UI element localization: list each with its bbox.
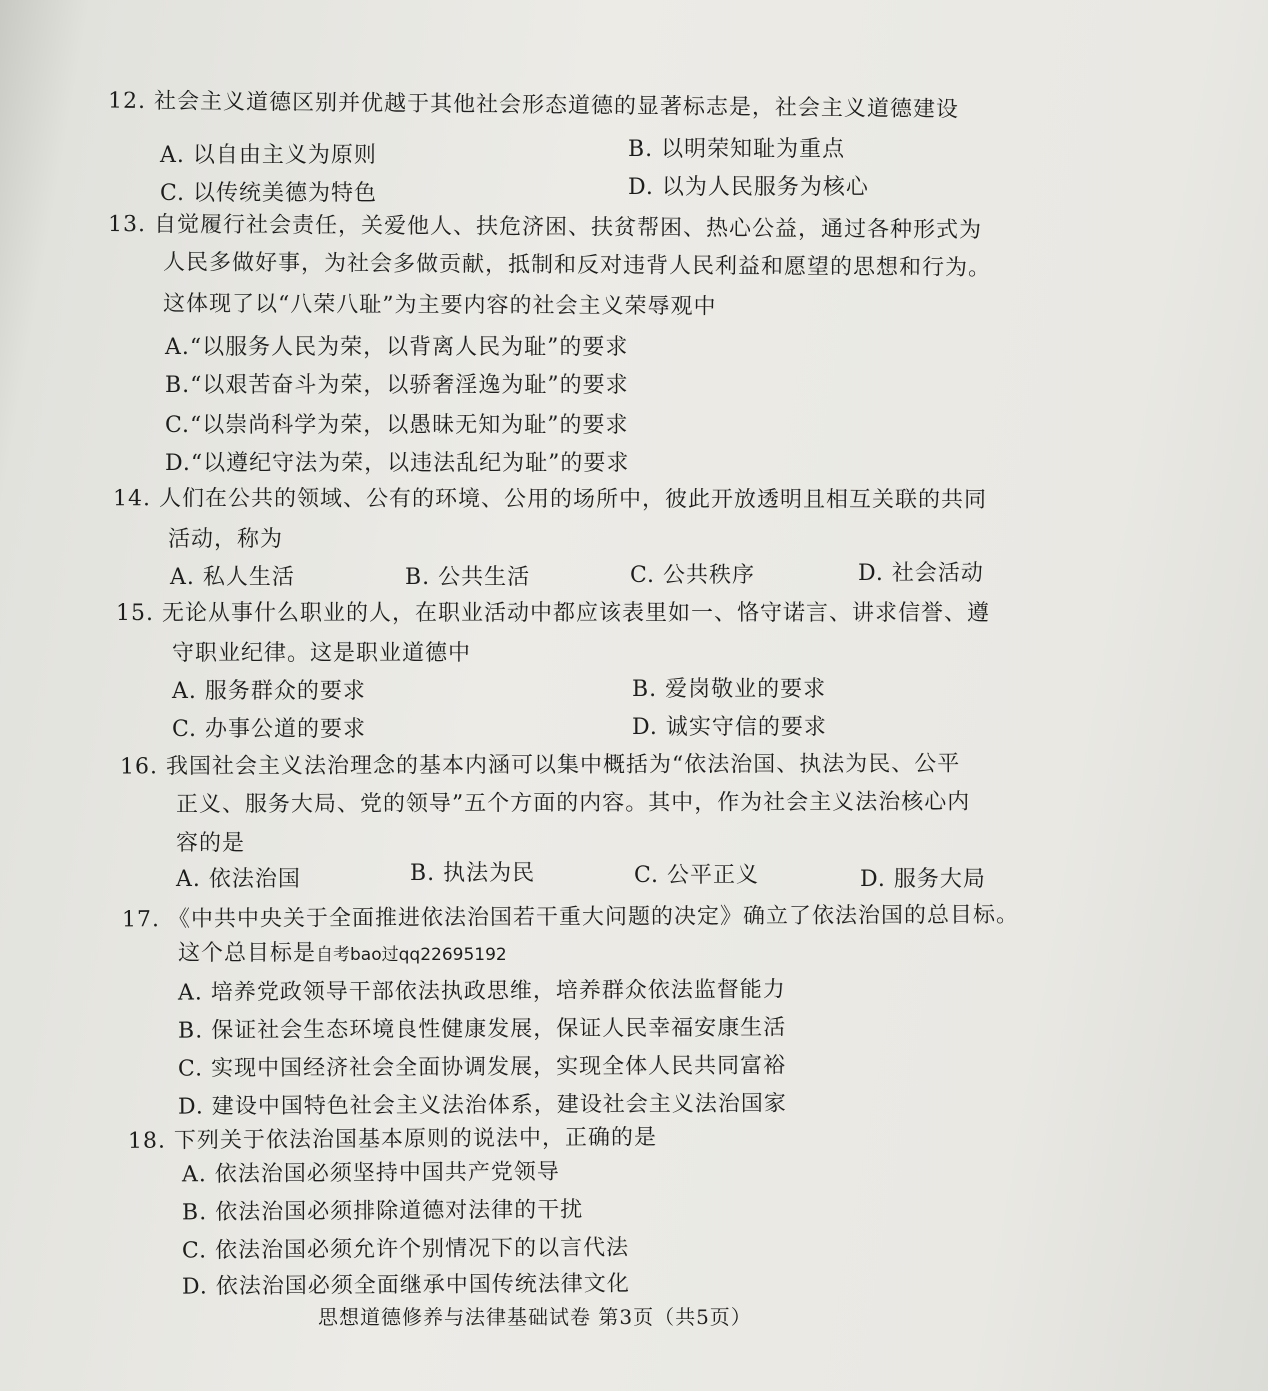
question-17-stem-line-1: 17. 《中共中央关于全面推进依法治国若干重大问题的决定》确立了依法治国的总目标。: [121, 902, 1020, 933]
question-15-option-c: C. 办事公道的要求: [172, 717, 367, 742]
page-footer: 思想道德修养与法律基础试卷 第3页（共5页）: [318, 1305, 752, 1329]
question-18-option-a: A. 依法治国必须坚持中国共产党领导: [181, 1159, 560, 1188]
question-18-option-b: B. 依法治国必须排除道德对法律的干扰: [181, 1197, 584, 1226]
question-number: 14.: [112, 486, 152, 512]
question-15-stem-line-1: 15. 无论从事什么职业的人，在职业活动中都应该表里如一、恪守诺言、讲求信誉、遵: [116, 601, 991, 626]
question-14-option-a: A. 私人生活: [170, 565, 295, 590]
question-15-option-b: B. 爱岗敬业的要求: [632, 677, 827, 702]
question-14-stem-line-1: 14. 人们在公共的领域、公有的环境、公用的场所中，彼此开放透明且相互关联的共同: [112, 486, 988, 513]
question-14-option-b: B. 公共生活: [405, 565, 531, 590]
question-13-stem-line-3: 这体现了以“八荣八耻”为主要内容的社会主义荣辱观中: [162, 291, 717, 320]
question-13-option-d: D.“以遵纪守法为荣，以违法乱纪为耻”的要求: [165, 451, 630, 476]
question-12-option-c: C. 以传统美德为特色: [160, 181, 378, 206]
question-18-stem: 18. 下列关于依法治国基本原则的说法中，正确的是: [127, 1125, 658, 1154]
question-12-option-a: A. 以自由主义为原则: [160, 143, 377, 168]
question-13-stem-line-1: 13. 自觉履行社会责任，关爱他人、扶危济困、扶贫帮困、热心公益，通过各种形式为: [107, 211, 983, 244]
question-17-option-b: B. 保证社会生态环境良性健康发展，保证人民幸福安康生活: [177, 1015, 787, 1044]
question-number: 17.: [121, 907, 161, 933]
question-12-option-b: B. 以明荣知耻为重点: [628, 137, 846, 162]
question-text: 社会主义道德区别并优越于其他社会形态道德的显著标志是，社会主义道德建设: [153, 89, 960, 123]
question-12-option-d: D. 以为人民服务为核心: [628, 175, 869, 200]
question-13-option-c: C.“以崇尚科学为荣，以愚昧无知为耻”的要求: [165, 413, 629, 438]
question-15-option-a: A. 服务群众的要求: [172, 679, 366, 704]
question-16-stem-line-1: 16. 我国社会主义法治理念的基本内涵可以集中概括为“依法治国、执法为民、公平: [119, 751, 961, 780]
question-16-stem-line-3: 容的是: [176, 831, 246, 856]
question-number: 12.: [107, 88, 147, 114]
question-17-option-d: D. 建设中国特色社会主义法治体系，建设社会主义法治国家: [177, 1091, 787, 1120]
question-16-option-d: D. 服务大局: [860, 867, 986, 892]
question-14-stem-line-2: 活动，称为: [168, 527, 284, 552]
question-13-option-a: A.“以服务人民为荣，以背离人民为耻”的要求: [165, 335, 629, 360]
question-number: 15.: [116, 601, 154, 626]
question-18-option-d: D. 依法治国必须全面继承中国传统法律文化: [181, 1271, 630, 1300]
question-16-option-a: A. 依法治国: [176, 867, 301, 892]
question-15-stem-line-2: 守职业纪律。这是职业道德中: [172, 641, 472, 666]
question-17-option-a: A. 培养党政领导干部依法执政思维，培养群众依法监督能力: [177, 977, 786, 1006]
question-15-option-d: D. 诚实守信的要求: [632, 715, 827, 740]
question-18-option-c: C. 依法治国必须允许个别情况下的以言代法: [181, 1235, 630, 1264]
question-16-option-b: B. 执法为民: [410, 861, 536, 886]
question-number: 16.: [119, 754, 159, 780]
question-16-option-c: C. 公平正义: [634, 863, 760, 888]
handwritten-note: 自考bao过qq22695192: [316, 945, 507, 965]
question-13-stem-line-2: 人民多做好事，为社会多做贡献，抵制和反对违背人民利益和愿望的思想和行为。: [162, 250, 992, 281]
question-17-option-c: C. 实现中国经济社会全面协调发展，实现全体人民共同富裕: [177, 1053, 787, 1082]
question-14-option-c: C. 公共秩序: [630, 563, 756, 588]
question-17-stem-line-2: 这个总目标是自考bao过qq22695192: [178, 941, 507, 966]
question-12-stem: [108, 88, 959, 125]
question-14-option-d: D. 社会活动: [858, 561, 984, 586]
question-number: 18.: [127, 1128, 167, 1154]
question-number: 13.: [107, 211, 147, 238]
question-16-stem-line-2: 正义、服务大局、党的领导”五个方面的内容。其中，作为社会主义法治核心内: [175, 789, 971, 818]
question-13-option-b: B.“以艰苦奋斗为荣，以骄奢淫逸为耻”的要求: [165, 373, 629, 398]
